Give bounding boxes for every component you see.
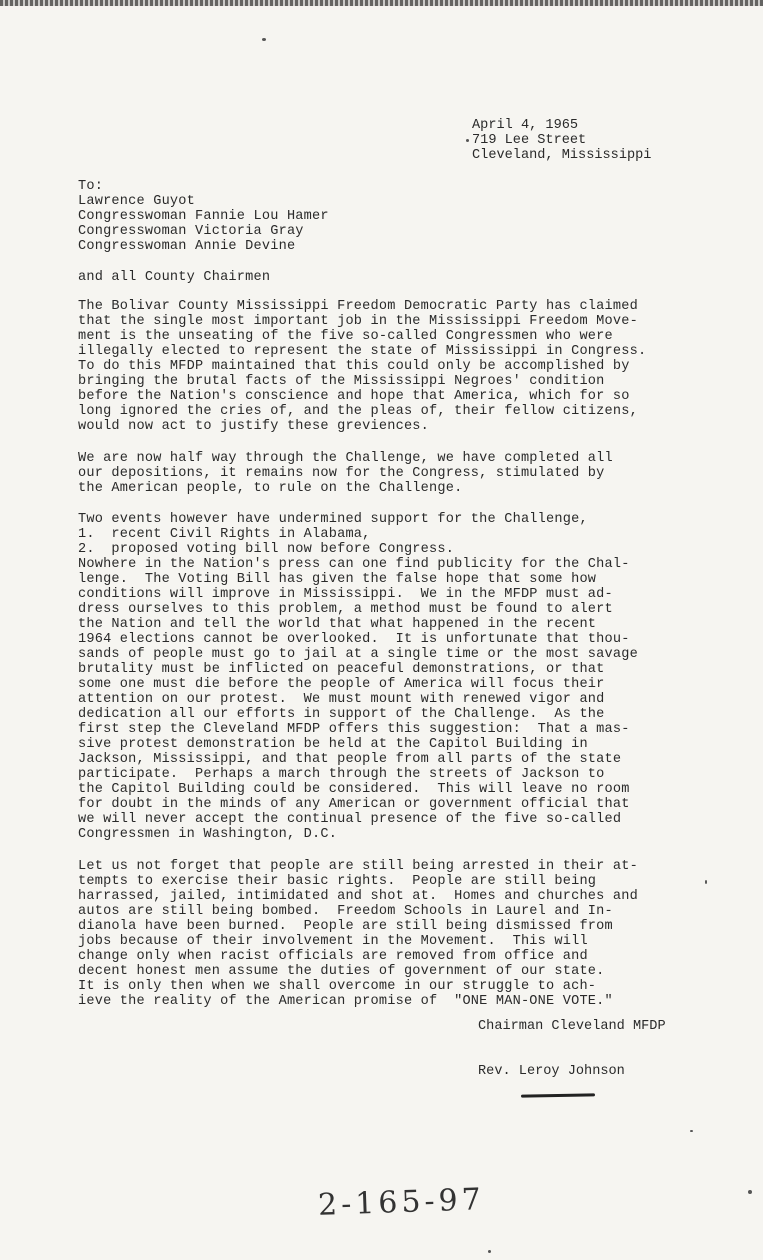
recipient-line: Lawrence Guyot (78, 194, 196, 209)
para3-line: some one must die before the people of America will focus their (78, 677, 605, 692)
para3-line: lenge. The Voting Bill has given the false hope that some how (78, 572, 597, 587)
para4-line: It is only then when we shall overcome in our struggle to ach- (78, 979, 597, 994)
recipient-line: Congresswoman Victoria Gray (78, 224, 304, 239)
recipient-line: Congresswoman Fannie Lou Hamer (78, 209, 329, 224)
para1-line: long ignored the cries of, and the pleas of, their fellow citizens, (78, 404, 638, 419)
para4-line: decent honest men assume the duties of government of our state. (78, 964, 605, 979)
para4-line: change only when racist officials are removed from office and (78, 949, 588, 964)
para1-line: that the single most important job in the Mississippi Freedom Move- (78, 314, 638, 329)
scan-speck (748, 1190, 752, 1194)
para4-line: dianola have been burned. People are still being dismissed from (78, 919, 613, 934)
signature-name: Rev. Leroy Johnson (478, 1064, 625, 1079)
signature-title: Chairman Cleveland MFDP (478, 1019, 666, 1034)
para3-line: 1964 elections cannot be overlooked. It is unfortunate that thou- (78, 632, 630, 647)
para3-line: Congressmen in Washington, D.C. (78, 827, 338, 842)
scan-speck (466, 139, 469, 142)
para3-line: the Nation and tell the world that what happened in the recent (78, 617, 597, 632)
para1-line: To do this MFDP maintained that this could only be accomplished by (78, 359, 630, 374)
para3-line: participate. Perhaps a march through the streets of Jackson to (78, 767, 605, 782)
para3-line: the Capitol Building could be considered. This will leave no room (78, 782, 630, 797)
para3-line: brutality must be inflicted on peaceful demonstrations, or that (78, 662, 605, 677)
scan-speck (262, 38, 266, 41)
letter-city: Cleveland, Mississippi (472, 148, 652, 163)
para2-line: We are now half way through the Challenge, we have completed all (78, 451, 613, 466)
para1-line: bringing the brutal facts of the Mississippi Negroes' condition (78, 374, 605, 389)
para1-line: before the Nation's conscience and hope that America, which for so (78, 389, 630, 404)
para1-line: The Bolivar County Mississippi Freedom Democratic Party has claimed (78, 299, 638, 314)
para3-line: Jackson, Mississippi, and that people from all parts of the state (78, 752, 622, 767)
para3-line: 2. proposed voting bill now before Congress. (78, 542, 455, 557)
para3-line: attention on our protest. We must mount with renewed vigor and (78, 692, 605, 707)
para1-line: illegally elected to represent the state of Mississippi in Congress. (78, 344, 647, 359)
scan-speck (705, 880, 707, 884)
para3-line: first step the Cleveland MFDP offers this suggestion: That a mas- (78, 722, 630, 737)
para1-line: would now act to justify these greviences. (78, 419, 430, 434)
scan-speck (488, 1250, 491, 1253)
para3-line: sands of people must go to jail at a single time or the most savage (78, 647, 638, 662)
para3-line: Nowhere in the Nation's press can one find publicity for the Chal- (78, 557, 630, 572)
para3-line: Two events however have undermined support for the Challenge, (78, 512, 588, 527)
para3-line: dedication all our efforts in support of the Challenge. As the (78, 707, 605, 722)
scan-speck (690, 1130, 693, 1132)
and-all-county-chairmen: and all County Chairmen (78, 270, 271, 285)
para4-line: autos are still being bombed. Freedom Schools in Laurel and In- (78, 904, 613, 919)
letter-street: 719 Lee Street (472, 133, 587, 148)
para4-line: harrassed, jailed, intimidated and shot at. Homes and churches and (78, 889, 638, 904)
para3-line: dress ourselves to this problem, a method must be found to alert (78, 602, 613, 617)
para4-line: Let us not forget that people are still being arrested in their at- (78, 859, 638, 874)
handwritten-document-number: 2-165-97 (317, 1182, 486, 1223)
para3-line: 1. recent Civil Rights in Alabama, (78, 527, 371, 542)
para4-line: tempts to exercise their basic rights. People are still being (78, 874, 597, 889)
para4-line: ieve the reality of the American promise of "ONE MAN-ONE VOTE." (78, 994, 613, 1009)
signature-stroke (521, 1093, 595, 1097)
para4-line: jobs because of their involvement in the Movement. This will (78, 934, 588, 949)
to-label: To: (78, 179, 104, 194)
scan-top-edge (0, 0, 763, 6)
para2-line: the American people, to rule on the Challenge. (78, 481, 463, 496)
recipient-line: Congresswoman Annie Devine (78, 239, 296, 254)
para3-line: for doubt in the minds of any American or government official that (78, 797, 630, 812)
para1-line: ment is the unseating of the five so-called Congressmen who were (78, 329, 613, 344)
para3-line: sive protest demonstration be held at the Capitol Building in (78, 737, 588, 752)
letter-date: April 4, 1965 (472, 118, 579, 133)
para3-line: conditions will improve in Mississippi. We in the MFDP must ad- (78, 587, 613, 602)
para2-line: our depositions, it remains now for the Congress, stimulated by (78, 466, 605, 481)
para3-line: we will never accept the continual presence of the five so-called (78, 812, 622, 827)
